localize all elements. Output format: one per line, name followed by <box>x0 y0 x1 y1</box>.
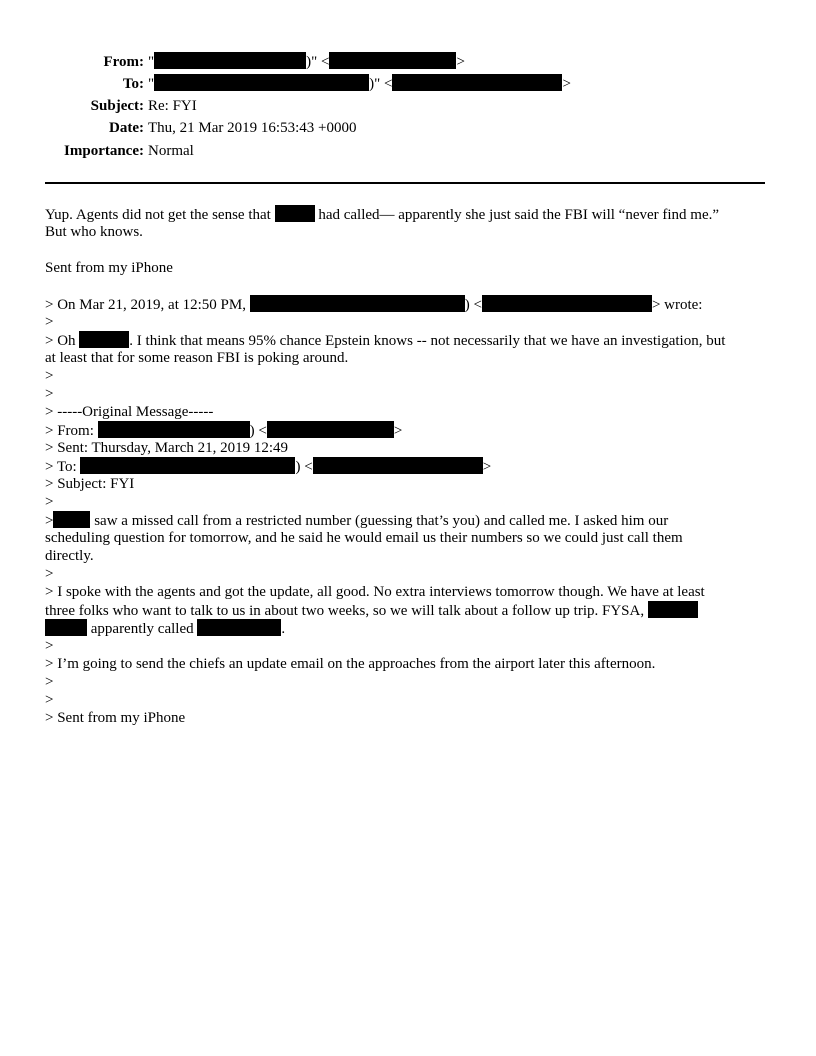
quote-p1-line-1 <box>45 511 773 529</box>
from-label: From: <box>103 54 144 70</box>
reply-text: Yup. Agents did not get the sense that <box>45 207 271 223</box>
quote-oh-line-2: at least that for some reason FBI is poking around. <box>45 350 349 366</box>
quote-text: three folks who want to talk to us in about two weeks, so we will talk about a follow up trip. FYSA, <box>45 603 645 619</box>
quote-text: > Oh <box>45 333 76 349</box>
quote-marker: > <box>45 314 54 330</box>
quote-text: > On Mar 21, 2019, at 12:50 PM, <box>45 297 246 313</box>
redaction-box <box>79 331 129 348</box>
header-divider <box>45 182 765 184</box>
original-message-divider: > -----Original Message----- <box>45 404 214 420</box>
quote-from-line <box>45 421 773 439</box>
from-close: > <box>456 54 465 70</box>
from-value <box>148 52 465 72</box>
quote-p1-line-2: scheduling question for tomorrow, and he said he would email us their numbers so we could just call them <box>45 530 683 546</box>
redaction-box <box>98 421 250 438</box>
importance-label: Importance: <box>64 143 144 159</box>
quote-text: > wrote: <box>651 297 703 313</box>
redaction-box <box>154 52 306 69</box>
quote-marker: > <box>45 638 54 654</box>
quote-marker: > <box>45 674 54 690</box>
quote-text: saw a missed call from a restricted number (guessing that’s you) and called me. I asked him our <box>94 513 669 529</box>
redaction-box <box>45 619 87 636</box>
redaction-box <box>313 457 483 474</box>
quote-sent-line: > Sent: Thursday, March 21, 2019 12:49 <box>45 440 289 456</box>
quote-oh-line-1 <box>45 331 773 349</box>
quote-text: > <box>482 459 492 475</box>
quote-text: > To: <box>45 459 77 475</box>
redaction-box <box>80 457 295 474</box>
quote-marker: > <box>45 566 54 582</box>
reply-text: had called— apparently she just said the FBI will “never find me.” <box>318 207 720 223</box>
to-label: To: <box>122 76 144 92</box>
from-separator: )" < <box>306 54 330 70</box>
importance-value: Normal <box>148 143 194 159</box>
quote-text: > <box>45 513 54 529</box>
quote-p3-line: > I’m going to send the chiefs an update email on the approaches from the airport later this afternoon. <box>45 656 656 672</box>
quote-signature: > Sent from my iPhone <box>45 710 186 726</box>
quote-text: ) < <box>249 423 267 439</box>
to-quote: " <box>148 76 155 92</box>
redaction-box <box>197 619 281 636</box>
to-value <box>148 74 571 94</box>
date-value: Thu, 21 Mar 2019 16:53:43 +0000 <box>148 120 357 136</box>
quote-marker: > <box>45 386 54 402</box>
importance-row <box>0 141 816 161</box>
quote-text: apparently called <box>90 621 194 637</box>
quote-p2-line-2 <box>45 601 773 619</box>
quote-marker: > <box>45 692 54 708</box>
to-separator: )" < <box>369 76 393 92</box>
to-row <box>0 74 816 94</box>
quote-text: . <box>281 621 286 637</box>
redaction-box <box>392 74 562 91</box>
to-close: > <box>562 76 571 92</box>
quote-p1-line-3: directly. <box>45 548 94 564</box>
subject-label: Subject: <box>90 98 144 114</box>
redaction-box <box>648 601 698 618</box>
quote-text: ) < <box>295 459 313 475</box>
redaction-box <box>53 511 90 528</box>
quote-subject-line: > Subject: FYI <box>45 476 135 492</box>
redaction-box <box>267 421 394 438</box>
date-row <box>0 118 816 138</box>
quote-p2-line-3 <box>45 619 773 637</box>
from-row <box>0 52 816 72</box>
signature: Sent from my iPhone <box>45 260 173 276</box>
date-label: Date: <box>109 120 144 136</box>
quote-marker: > <box>45 368 54 384</box>
quote-text: ) < <box>464 297 482 313</box>
reply-line-2: But who knows. <box>45 224 143 240</box>
quote-to-line <box>45 457 773 475</box>
quote-text: > From: <box>45 423 94 439</box>
reply-line-1 <box>45 205 773 223</box>
quote-marker: > <box>45 494 54 510</box>
quote-text: > <box>393 423 403 439</box>
subject-value: Re: FYI <box>148 98 197 114</box>
redaction-box <box>329 52 456 69</box>
quote-p2-line-1: > I spoke with the agents and got the update, all good. No extra interviews tomorrow though. We have at least <box>45 584 705 600</box>
redaction-box <box>250 295 465 312</box>
subject-row <box>0 96 816 116</box>
quote-attribution <box>45 295 773 313</box>
quote-text: . I think that means 95% chance Epstein knows -- not necessarily that we have an investigation, but <box>129 333 726 349</box>
redaction-box <box>154 74 369 91</box>
redaction-box <box>482 295 652 312</box>
redaction-box <box>275 205 315 222</box>
from-quote: " <box>148 54 155 70</box>
